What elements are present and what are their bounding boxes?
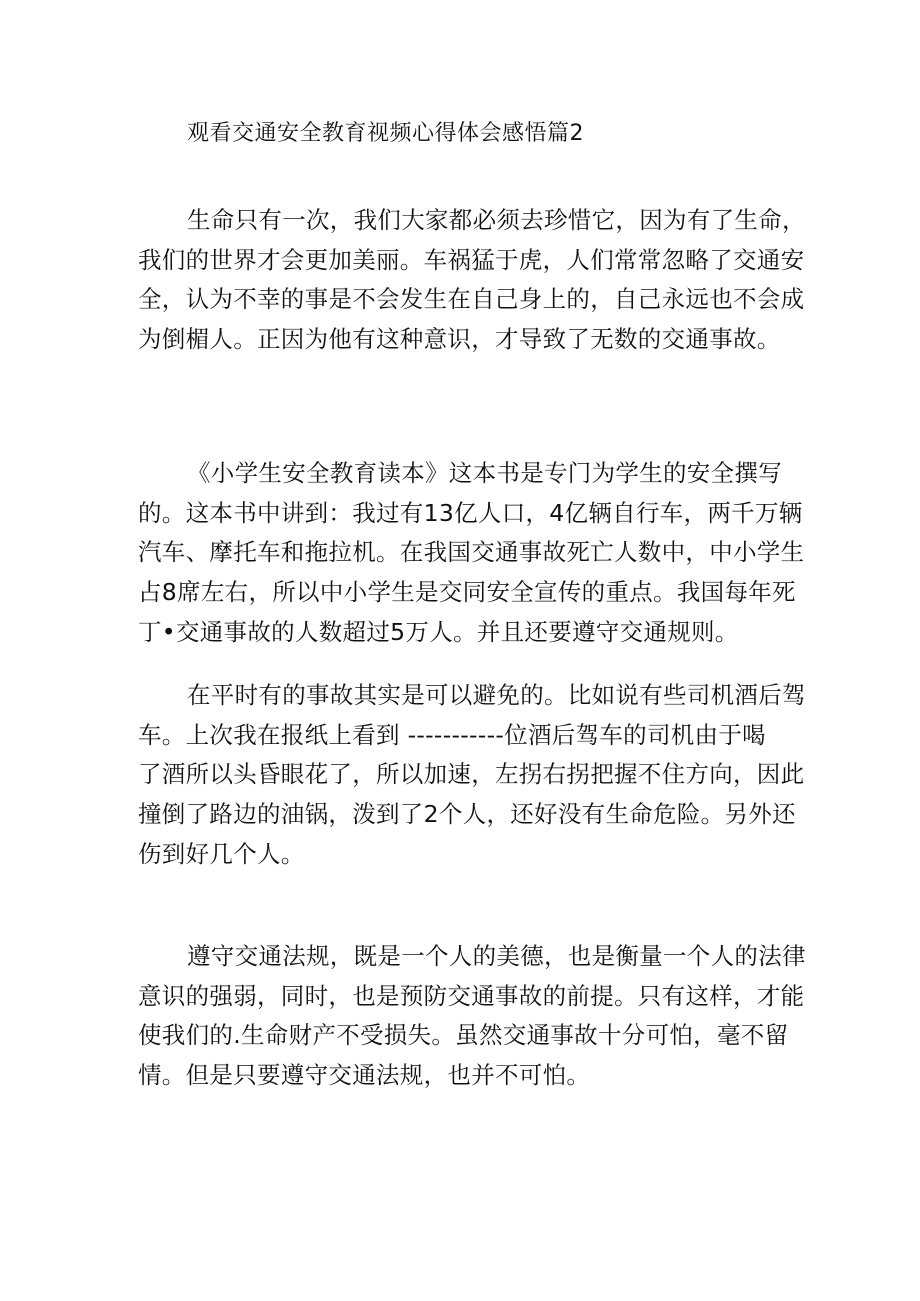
- paragraph-line: 车。上次我在报纸上看到 -----------位酒后驾车的司机由于喝: [138, 720, 766, 749]
- paragraph-line: 汽车、摩托车和拖拉机。在我国交通事故死亡人数中，中小学生: [138, 538, 805, 567]
- paragraph-2: [138, 454, 805, 653]
- paragraph-line: 撞倒了路边的油锅，泼到了2个人，还好没有生命危险。另外还: [138, 800, 796, 829]
- paragraph-3: [138, 676, 806, 875]
- paragraph-1: [138, 201, 806, 360]
- document-title: 观看交通安全教育视频心得体会感悟篇2: [187, 121, 584, 146]
- paragraph-line: 全，认为不幸的事是不会发生在自己身上的，自己永远也不会成: [138, 285, 805, 314]
- paragraph-line: 遵守交通法规，既是一个人的美德，也是衡量一个人的法律: [187, 942, 806, 970]
- paragraph-4: [138, 937, 806, 1096]
- paragraph-line: 了酒所以头昏眼花了，所以加速，左拐右拐把握不住方向，因此: [138, 760, 805, 789]
- paragraph-line: 情。但是只要遵守交通法规，也并不可怕。: [138, 1061, 591, 1090]
- paragraph-line: 占8席左右，所以中小学生是交同安全宣传的重点。我国每年死: [138, 578, 796, 607]
- paragraph-line: 伤到好几个人。: [138, 839, 305, 868]
- paragraph-line: 在平时有的事故其实是可以避免的。比如说有些司机酒后驾: [187, 681, 806, 709]
- paragraph-line: 《小学生安全教育读本》这本书是专门为学生的安全撰写: [187, 459, 782, 487]
- paragraph-line: 为倒楣人。正因为他有这种意识，才导致了无数的交通事故。: [138, 325, 781, 354]
- paragraph-line: 使我们的.生命财产不受损失。虽然交通事故十分可怕，毫不留: [138, 1021, 789, 1050]
- paragraph-line: 丁•交通事故的人数超过5万人。并且还要遵守交通规则。: [138, 617, 739, 646]
- paragraph-line: 我们的世界才会更加美丽。车祸猛于虎，人们常常忽略了交通安: [138, 245, 805, 274]
- paragraph-line: 生命只有一次，我们大家都必须去珍惜它，因为有了生命，: [187, 206, 806, 234]
- paragraph-line: 的。这本书中讲到：我过有13亿人口，4亿辆自行车，两千万辆: [138, 498, 803, 527]
- paragraph-line: 意识的强弱，同时，也是预防交通事故的前提。只有这样，才能: [138, 981, 805, 1010]
